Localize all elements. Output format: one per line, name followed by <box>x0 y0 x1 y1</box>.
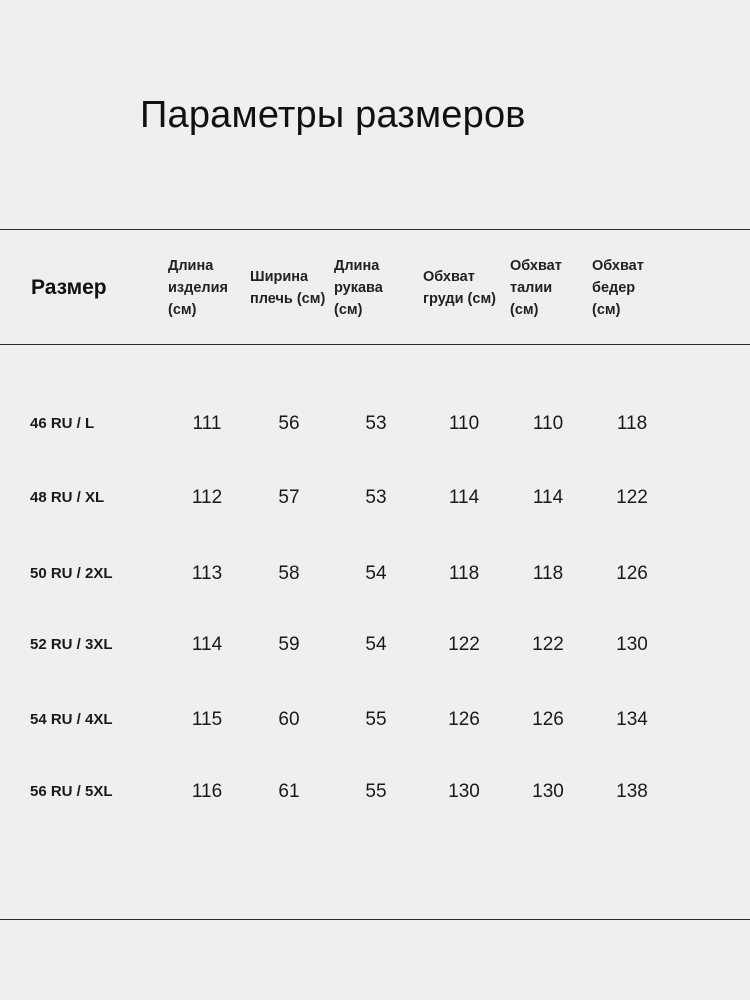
sleeve-length-value: 53 <box>365 487 387 508</box>
length-value: 115 <box>191 709 223 730</box>
sleeve-length-value: 54 <box>365 563 387 584</box>
chest-value: 122 <box>448 634 480 655</box>
shoulder-width-value: 58 <box>278 563 300 584</box>
shoulder-width-value: 61 <box>278 781 300 802</box>
shoulder-width-value: 59 <box>278 634 300 655</box>
waist-value: 110 <box>532 413 564 434</box>
waist-value: 130 <box>532 781 564 802</box>
shoulder-width-value: 60 <box>278 709 300 730</box>
chest-value: 114 <box>448 487 480 508</box>
hips-column-header: Обхват бедер (см) <box>592 258 644 318</box>
hips-value: 130 <box>616 634 648 655</box>
shoulder-width-value: 56 <box>278 413 300 434</box>
size-label: 52 RU / 3XL <box>30 636 113 653</box>
hips-value: 134 <box>616 709 648 730</box>
chest-column-header: Обхват груди (см) <box>423 269 497 307</box>
header-bottom-divider <box>0 344 750 345</box>
size-label: 48 RU / XL <box>30 489 105 506</box>
sleeve-length-value: 54 <box>365 634 387 655</box>
table-bottom-divider <box>0 919 750 920</box>
header-top-divider <box>0 229 750 230</box>
waist-column-header: Обхват талии (см) <box>510 258 562 318</box>
shoulder-width-value: 57 <box>278 487 300 508</box>
sleeve-length-value: 55 <box>365 781 387 802</box>
waist-value: 118 <box>532 563 564 584</box>
waist-value: 126 <box>532 709 564 730</box>
page-title: Параметры размеров <box>140 94 526 136</box>
size-label: 46 RU / L <box>30 415 95 432</box>
sleeve-length-value: 55 <box>365 709 387 730</box>
size-label: 50 RU / 2XL <box>30 565 113 582</box>
hips-value: 122 <box>616 487 648 508</box>
hips-value: 118 <box>616 413 648 434</box>
length-value: 114 <box>191 634 223 655</box>
chest-value: 130 <box>448 781 480 802</box>
size-label: 56 RU / 5XL <box>30 783 113 800</box>
chest-value: 126 <box>448 709 480 730</box>
waist-value: 122 <box>532 634 564 655</box>
hips-value: 126 <box>616 563 648 584</box>
chest-value: 118 <box>448 563 480 584</box>
size-column-header: Размер <box>31 276 107 299</box>
length-value: 112 <box>191 487 223 508</box>
waist-value: 114 <box>532 487 564 508</box>
sleeve-length-column-header: Длина рукава (см) <box>334 258 383 318</box>
length-column-header: Длина изделия (см) <box>168 258 228 318</box>
sleeve-length-value: 53 <box>365 413 387 434</box>
length-value: 116 <box>191 781 223 802</box>
size-label: 54 RU / 4XL <box>30 711 113 728</box>
chest-value: 110 <box>448 413 480 434</box>
hips-value: 138 <box>616 781 648 802</box>
length-value: 111 <box>192 413 222 434</box>
shoulder-width-column-header: Ширина плечь (см) <box>250 269 326 307</box>
length-value: 113 <box>191 563 223 584</box>
